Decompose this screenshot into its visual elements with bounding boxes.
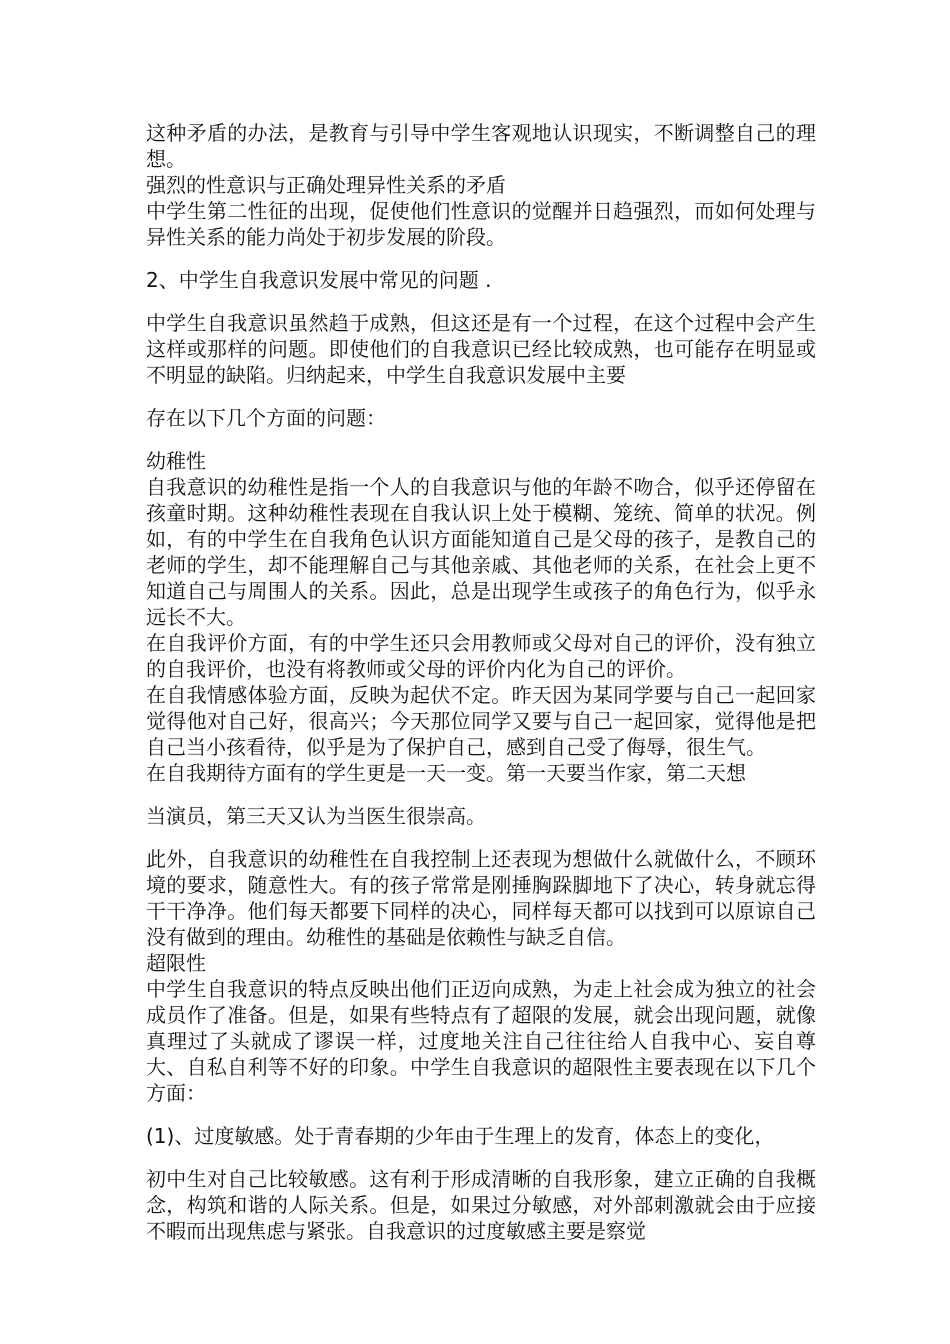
heading-common-problems: 2、中学生自我意识发展中常见的问题 . [146, 268, 492, 292]
paragraph-emotional-experience: 在自我情感体验方面，反映为起伏不定。昨天因为某同学要与自己一起回家觉得他对自己好，很高兴；今天那位同学又要与自己一起回家，觉得他是把自己当小孩看待，似乎是为了保护自己，感到自己受了侮辱，很生气。 [146, 683, 816, 759]
paragraph-self-expectation: 在自我期待方面有的学生更是一天一变。第一天要当作家，第二天想 [146, 761, 746, 785]
paragraph-oversensitivity: (1)、过度敏感。处于青春期的少年由于生理上的发育，体态上的变化， [146, 1124, 775, 1148]
paragraph-self-evaluation: 在自我评价方面，有的中学生还只会用教师或父母对自己的评价，没有独立的自我评价，也没有将教师或父母的评价内化为自己的评价。 [146, 631, 816, 681]
paragraph-childishness-definition: 自我意识的幼稚性是指一个人的自我意识与他的年龄不吻合，似乎还停留在孩童时期。这种幼稚性表现在自我认识上处于模糊、笼统、简单的状况。例如，有的中学生在自我角色认识方面能知道自己是父母的孩子，是教自己的老师的学生，却不能理解自己与其他亲戚、其他老师的关系，在社会上更不知道自己与周围人的关系。因此，总是出现学生或孩子的角色行为，似乎永远长不大。 [146, 475, 816, 629]
paragraph-junior-sensitivity: 初中生对自己比较敏感。这有利于形成清晰的自我形象，建立正确的自我概念，构筑和谐的人际关系。但是，如果过分敏感，对外部刺激就会由于应接不暇而出现焦虑与紧张。自我意识的过度敏感主要是察觉 [146, 1167, 816, 1243]
paragraph-secondary-sex-characteristics: 中学生第二性征的出现，促使他们性意识的觉醒并日趋强烈，而如何处理与异性关系的能力尚处于初步发展的阶段。 [146, 199, 816, 249]
paragraph-overreach-description: 中学生自我意识的特点反映出他们正迈向成熟，为走上社会成为独立的社会成员作了准备。但是，如果有些特点有了超限的发展，就会出现问题，就像真理过了头就成了谬误一样，过度地关注自己往往给人自我中心、妄自尊大、自私自利等不好的印象。中学生自我意识的超限性主要表现在以下几个方面： [146, 977, 816, 1105]
paragraph-resolve-contradiction: 这种矛盾的办法，是教育与引导中学生客观地认识现实，不断调整自己的理想。 [146, 121, 816, 171]
paragraph-problem-aspects: 存在以下几个方面的问题： [146, 406, 386, 430]
paragraph-career-wishes: 当演员，第三天又认为当医生很崇高。 [146, 804, 486, 828]
heading-childishness: 幼稚性 [146, 449, 206, 473]
document-page [146, 120, 816, 1244]
paragraph-maturity-process: 中学生自我意识虽然趋于成熟，但这还是有一个过程，在这个过程中会产生这样或那样的问题。即使他们的自我意识已经比较成熟，也可能存在明显或不明显的缺陷。归纳起来，中学生自我意识发展中主要 [146, 311, 816, 387]
heading-overreach: 超限性 [146, 951, 206, 975]
paragraph-self-control: 此外，自我意识的幼稚性在自我控制上还表现为想做什么就做什么，不顾环境的要求，随意性大。有的孩子常常是刚捶胸跺脚地下了决心，转身就忘得干干净净。他们每天都要下同样的决心，同样每天都可以找到可以原谅自己没有做到的理由。幼稚性的基础是依赖性与缺乏自信。 [146, 847, 816, 949]
heading-sex-awareness-contradiction: 强烈的性意识与正确处理异性关系的矛盾 [146, 173, 506, 197]
